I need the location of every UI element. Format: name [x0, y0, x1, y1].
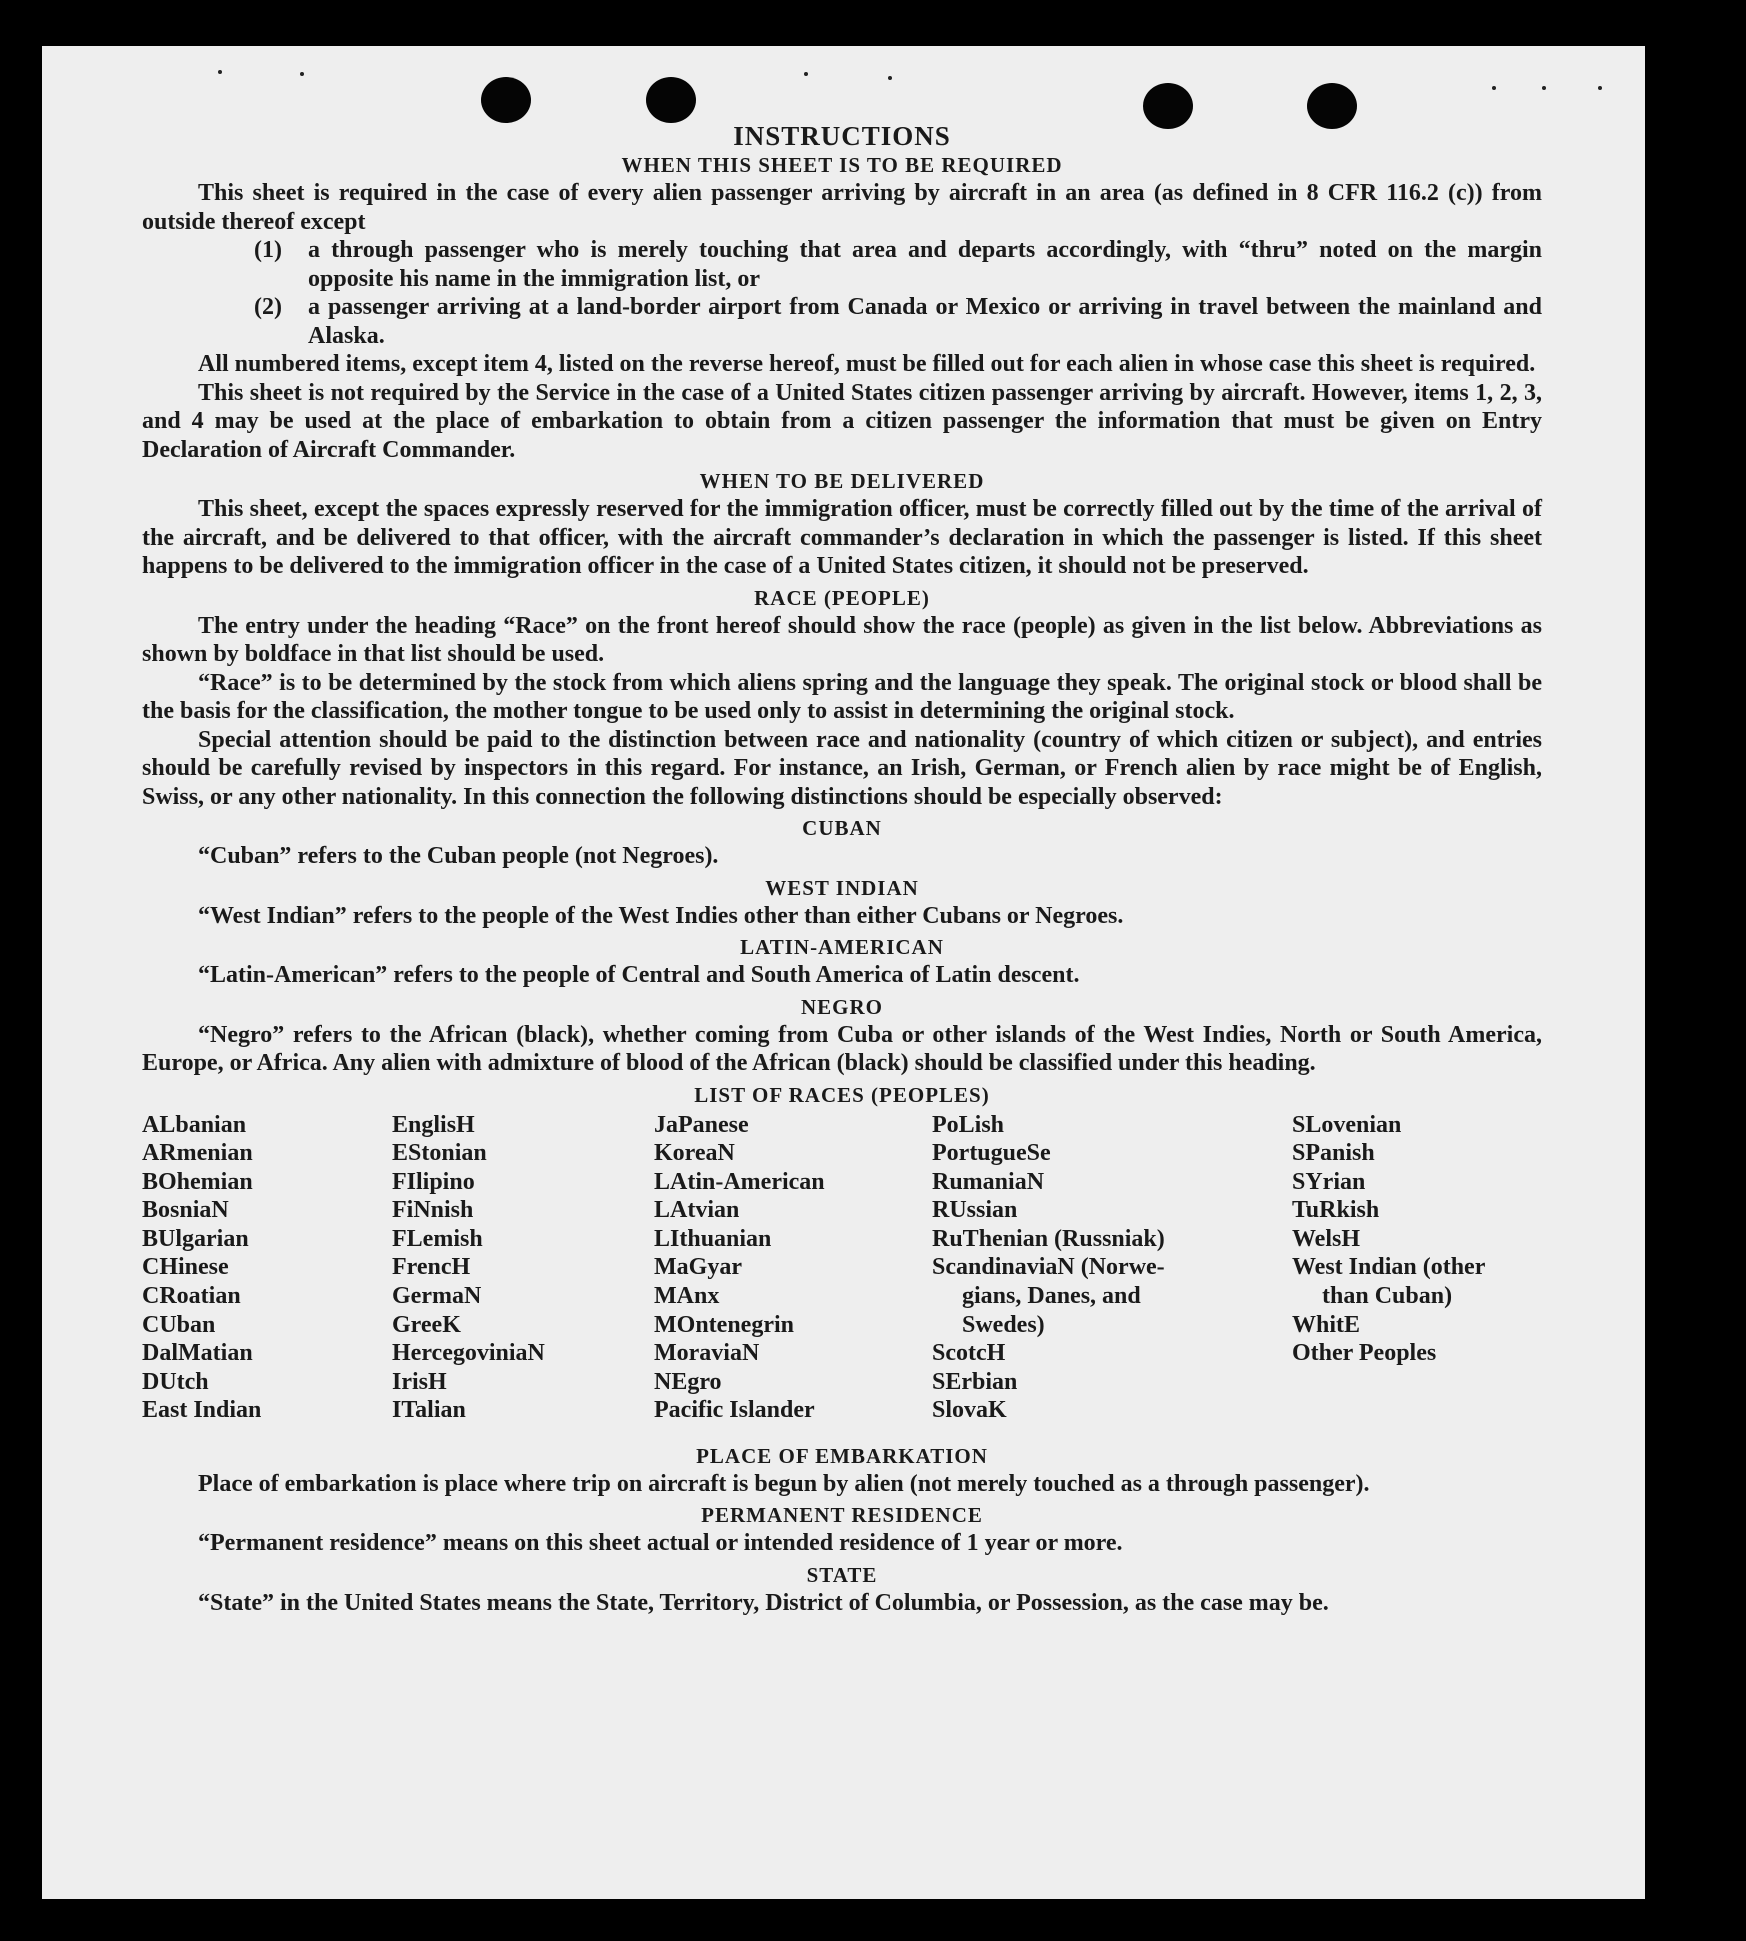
- race-item: PortugueSe: [932, 1140, 1051, 1167]
- race-item: MOntenegrin: [654, 1311, 794, 1338]
- race-item: CRoatian: [142, 1283, 241, 1310]
- race-item: GreeK: [392, 1311, 461, 1338]
- race-item: Pacific Islander: [654, 1397, 815, 1424]
- race-item: ARmenian: [142, 1140, 253, 1167]
- race-item: than Cuban): [1322, 1283, 1453, 1310]
- race-item: MaGyar: [654, 1254, 742, 1281]
- list-item: [142, 293, 1542, 350]
- section-heading: RACE (PEOPLE): [754, 585, 930, 610]
- race-item: MoraviaN: [654, 1340, 760, 1367]
- paragraph: “Latin-American” refers to the people of Central and South America of Latin descent.: [198, 962, 1080, 988]
- paragraph: “Permanent residence” means on this sheet actual or intended residence of 1 year or more.: [198, 1530, 1123, 1556]
- paragraph: Special attention should be paid to the distinction between race and nationality (country of which citizen or subject), and entries should be carefully revised by inspectors in this regard. For instance, an Irish, German, or French alien by race might be of English, Swiss, or any other nationality. In this connection the following distinctions should be especially observed:: [142, 726, 1542, 810]
- speck: [218, 70, 222, 74]
- race-column: [932, 1111, 1165, 1426]
- race-item: LAtvian: [654, 1197, 740, 1224]
- race-item: PoLish: [932, 1111, 1005, 1138]
- race-item: RuThenian (Russniak): [932, 1225, 1165, 1252]
- race-item: gians, Danes, and: [962, 1283, 1141, 1310]
- paragraph: “West Indian” refers to the people of the West Indies other than either Cubans or Negroes.: [198, 902, 1124, 929]
- speck: [888, 76, 892, 80]
- race-item: SLovenian: [1292, 1111, 1402, 1138]
- section-heading: NEGRO: [800, 994, 883, 1019]
- list-item: [142, 236, 1542, 293]
- item-number: (2): [254, 294, 282, 320]
- speck: [300, 72, 304, 76]
- race-item: Other Peoples: [1292, 1340, 1437, 1367]
- race-column: [1292, 1111, 1485, 1368]
- race-item: WelsH: [1292, 1225, 1361, 1252]
- race-item: LAtin-American: [654, 1168, 825, 1195]
- section-heading: PLACE OF EMBARKATION: [696, 1443, 988, 1468]
- section-heading: WHEN THIS SHEET IS TO BE REQUIRED: [621, 153, 1063, 177]
- race-item: ALbanian: [142, 1111, 247, 1138]
- race-column: [654, 1111, 825, 1426]
- paragraph: This sheet is required in the case of every alien passenger arriving by aircraft in an area (as defined in 8 CFR 116.2 (c)) from outside thereof except: [142, 180, 1542, 235]
- punch-hole: [646, 77, 696, 123]
- race-item: GermaN: [392, 1283, 482, 1310]
- paragraph: “Cuban” refers to the Cuban people (not Negroes).: [198, 843, 719, 869]
- race-item: EnglisH: [392, 1111, 475, 1138]
- race-item: FrencH: [392, 1254, 471, 1281]
- race-item: KoreaN: [654, 1140, 735, 1167]
- race-item: DUtch: [142, 1368, 209, 1395]
- race-item: FiNnish: [392, 1197, 474, 1224]
- page-title: INSTRUCTIONS: [733, 121, 951, 151]
- race-item: ScotcH: [932, 1340, 1006, 1367]
- race-item: BOhemian: [142, 1168, 253, 1195]
- race-item: West Indian (other: [1292, 1254, 1486, 1281]
- section-heading: LIST OF RACES (PEOPLES): [694, 1082, 990, 1107]
- section-heading: LATIN-AMERICAN: [740, 935, 944, 959]
- race-column: [142, 1111, 261, 1426]
- race-item: Swedes): [962, 1311, 1045, 1338]
- section-heading: WHEN TO BE DELIVERED: [699, 469, 985, 493]
- race-item: DalMatian: [142, 1340, 253, 1367]
- race-item: BosniaN: [142, 1197, 229, 1224]
- paragraph: “Negro” refers to the African (black), whether coming from Cuba or other islands of the West Indies, North or South America, Europe, or Africa. Any alien with admixture of blood of the African (black) should be classified under this heading.: [142, 1021, 1542, 1076]
- punch-hole: [481, 77, 531, 123]
- section-heading: CUBAN: [802, 816, 882, 840]
- item-text: a passenger arriving at a land-border airport from Canada or Mexico or arriving in travel between the mainland and Alaska.: [308, 294, 1542, 349]
- paragraph: All numbered items, except item 4, listed on the reverse hereof, must be filled out for each alien in whose case this sheet is required.: [198, 351, 1536, 377]
- item-number: (1): [254, 237, 282, 263]
- speck: [1542, 86, 1546, 90]
- race-item: SErbian: [932, 1368, 1018, 1395]
- section-heading: STATE: [806, 1562, 878, 1587]
- race-item: BUlgarian: [142, 1225, 249, 1252]
- paragraph: This sheet, except the spaces expressly reserved for the immigration officer, must be correctly filled out by the time of the arrival of the aircraft, and be delivered to that officer, with the aircraft commander’s declaration in which the passenger is listed. If this sheet happens to be delivered to the immigration officer in the case of a United States citizen, it should not be preserved.: [142, 496, 1542, 579]
- race-item: SlovaK: [932, 1397, 1007, 1424]
- paragraph: “State” in the United States means the State, Territory, District of Columbia, or Possession, as the case may be.: [198, 1589, 1329, 1616]
- race-item: HercegoviniaN: [392, 1340, 545, 1367]
- race-item: TuRkish: [1292, 1197, 1380, 1224]
- race-item: RumaniaN: [932, 1168, 1045, 1195]
- race-item: MAnx: [654, 1283, 720, 1310]
- race-item: SPanish: [1292, 1140, 1375, 1167]
- item-text: a through passenger who is merely touching that area and departs accordingly, with “thru” noted on the margin opposite his name in the immigration list, or: [308, 237, 1542, 292]
- race-item: SYrian: [1292, 1168, 1366, 1195]
- race-item: IrisH: [392, 1368, 447, 1395]
- paragraph: Place of embarkation is place where trip on aircraft is begun by alien (not merely touched as a through passenger).: [198, 1470, 1370, 1497]
- race-item: CUban: [142, 1311, 216, 1338]
- speck: [804, 72, 808, 76]
- race-item: ScandinaviaN (Norwe-: [932, 1254, 1165, 1281]
- race-item: ITalian: [392, 1397, 466, 1424]
- race-item: NEgro: [654, 1368, 722, 1395]
- speck: [1492, 86, 1496, 90]
- paragraph: “Race” is to be determined by the stock from which aliens spring and the language they speak. The original stock or blood shall be the basis for the classification, the mother tongue to be used only to assist in determining the original stock.: [142, 669, 1542, 724]
- speck: [1598, 86, 1602, 90]
- paragraph: The entry under the heading “Race” on the front hereof should show the race (people) as given in the list below. Abbreviations as shown by boldface in that list should be used.: [142, 612, 1542, 667]
- race-item: FLemish: [392, 1225, 483, 1252]
- race-item: RUssian: [932, 1197, 1018, 1224]
- race-column: [392, 1111, 545, 1426]
- race-item: EStonian: [392, 1140, 487, 1167]
- race-item: FIlipino: [392, 1168, 475, 1195]
- section-heading: WEST INDIAN: [765, 875, 919, 900]
- instructions-content: [142, 120, 1542, 1617]
- section-heading: PERMANENT RESIDENCE: [701, 1503, 983, 1527]
- race-item: East Indian: [142, 1397, 262, 1424]
- race-item: WhitE: [1292, 1311, 1361, 1338]
- race-item: CHinese: [142, 1254, 229, 1281]
- paragraph: This sheet is not required by the Service in the case of a United States citizen passenger arriving by aircraft. However, items 1, 2, 3, and 4 may be used at the place of embarkation to obtain from a citizen passenger the information that must be given on Entry Declaration of Aircraft Commander.: [142, 379, 1542, 463]
- race-list: [142, 1109, 1542, 1439]
- race-item: JaPanese: [654, 1111, 749, 1138]
- race-item: LIthuanian: [654, 1225, 772, 1252]
